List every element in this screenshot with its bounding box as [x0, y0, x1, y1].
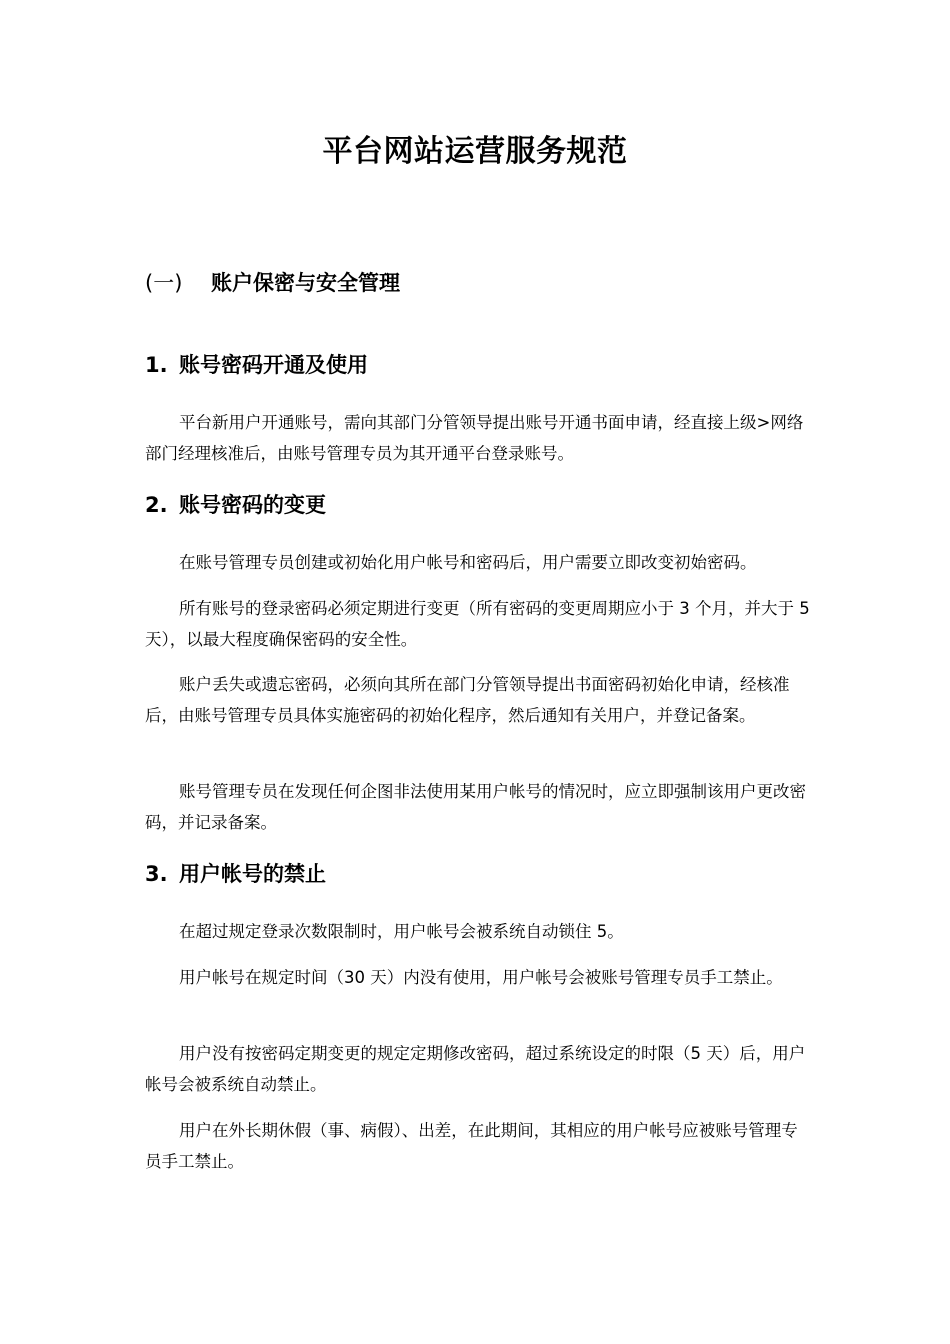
paragraph: 账号管理专员在发现任何企图非法使用某用户帐号的情况时，应立即强制该用户更改密码，并记录备案。: [145, 782, 806, 832]
subsection-number: 3.: [145, 862, 168, 886]
paragraph: 账户丢失或遗忘密码，必须向其所在部门分管领导提出书面密码初始化申请，经核准后，由账号管理专员具体实施密码的初始化程序，然后通知有关用户，并登记备案。: [145, 675, 790, 725]
subsection-title: 用户帐号的禁止: [179, 862, 326, 886]
subsection-title: 账号密码的变更: [179, 493, 326, 517]
paragraph: 用户在外长期休假（事、病假）、出差，在此期间，其相应的用户帐号应被账号管理专员手工禁止。: [145, 1121, 798, 1171]
paragraph: 平台新用户开通账号，需向其部门分管领导提出账号开通书面申请，经直接上级>网络部门经理核准后，由账号管理专员为其开通平台登录账号。: [145, 413, 804, 463]
subsection-heading-1: [145, 349, 368, 381]
paragraph: 所有账号的登录密码必须定期进行变更（所有密码的变更周期应小于 3 个月，并大于 5 天），以最大程度确保密码的安全性。: [145, 599, 810, 649]
paragraph: 在超过规定登录次数限制时，用户帐号会被系统自动锁住 5。: [179, 922, 624, 941]
subsection-title: 账号密码开通及使用: [179, 353, 368, 377]
subsection-heading-2: [145, 489, 326, 521]
subsection-number: 2.: [145, 493, 168, 517]
section-title: 账户保密与安全管理: [211, 271, 400, 295]
paragraph: 用户帐号在规定时间（30 天）内没有使用，用户帐号会被账号管理专员手工禁止。: [179, 968, 783, 987]
paragraph: 在账号管理专员创建或初始化用户帐号和密码后，用户需要立即改变初始密码。: [179, 553, 757, 572]
paragraph: 用户没有按密码定期变更的规定定期修改密码，超过系统设定的时限（5 天）后，用户帐号会被系统自动禁止。: [145, 1044, 806, 1094]
section-number: (一): [145, 271, 183, 295]
subsection-number: 1.: [145, 353, 168, 377]
section-heading-1: [145, 267, 400, 299]
document-title: 平台网站运营服务规范: [322, 134, 628, 169]
subsection-heading-3: [145, 858, 326, 890]
